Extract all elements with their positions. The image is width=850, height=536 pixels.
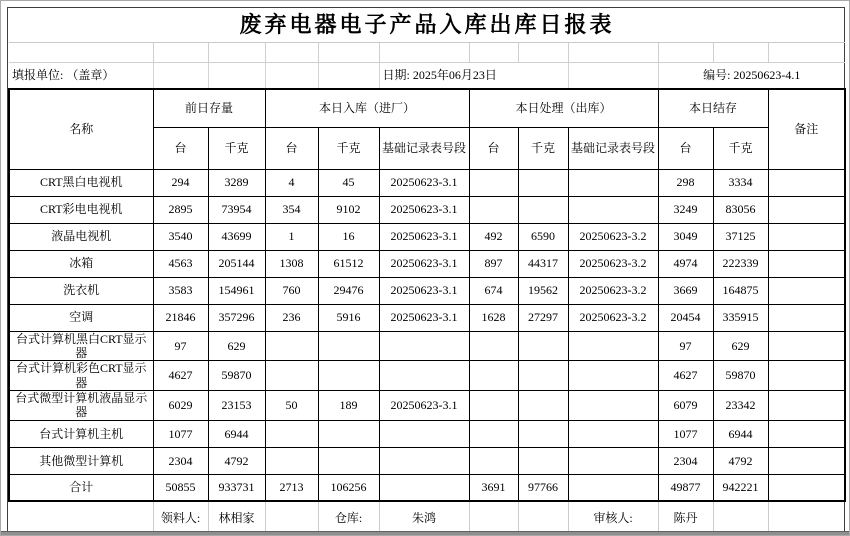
table-row xyxy=(9,223,845,250)
cell: 49877 xyxy=(658,474,713,501)
cell xyxy=(469,391,518,421)
signature-row xyxy=(9,501,845,533)
cell xyxy=(379,361,469,391)
cell: 189 xyxy=(318,391,379,421)
col-header-kilograms: 千克 xyxy=(518,127,568,169)
col-header-kilograms: 千克 xyxy=(713,127,768,169)
cell: 1077 xyxy=(658,420,713,447)
cell: 4627 xyxy=(658,361,713,391)
cell: 492 xyxy=(469,223,518,250)
report-table-body xyxy=(9,169,845,501)
spacer-cell xyxy=(658,42,713,62)
cell: 298 xyxy=(658,169,713,196)
cell: 674 xyxy=(469,277,518,304)
table-row xyxy=(9,250,845,277)
cell: 6029 xyxy=(153,391,208,421)
spacer-cell xyxy=(469,42,518,62)
cell: 106256 xyxy=(318,474,379,501)
cell xyxy=(568,474,658,501)
cell xyxy=(469,420,518,447)
cell xyxy=(518,447,568,474)
cell: 5916 xyxy=(318,304,379,331)
cell xyxy=(568,331,658,361)
cell: 19562 xyxy=(518,277,568,304)
spacer-cell xyxy=(9,501,153,533)
cell: 357296 xyxy=(208,304,265,331)
spacer-cell xyxy=(713,501,768,533)
cell: 20250623-3.1 xyxy=(379,250,469,277)
table-row xyxy=(9,420,845,447)
spacer-cell xyxy=(318,62,379,89)
total-row xyxy=(9,474,845,501)
cell: 43699 xyxy=(208,223,265,250)
cell: 20250623-3.2 xyxy=(568,304,658,331)
cell: 760 xyxy=(265,277,318,304)
cell xyxy=(768,331,845,361)
cell: 335915 xyxy=(713,304,768,331)
cell: 897 xyxy=(469,250,518,277)
cell: 942221 xyxy=(713,474,768,501)
cell: 354 xyxy=(265,196,318,223)
cell xyxy=(768,474,845,501)
cell: 6944 xyxy=(713,420,768,447)
cell xyxy=(768,420,845,447)
cell xyxy=(379,331,469,361)
auditor-name: 陈丹 xyxy=(658,501,713,533)
cell xyxy=(768,447,845,474)
cell xyxy=(318,331,379,361)
cell xyxy=(265,331,318,361)
cell: 3334 xyxy=(713,169,768,196)
cell: 629 xyxy=(713,331,768,361)
cell: 20250623-3.2 xyxy=(568,223,658,250)
cell: 2304 xyxy=(153,447,208,474)
cell xyxy=(318,361,379,391)
cell: 3289 xyxy=(208,169,265,196)
cell: 1 xyxy=(265,223,318,250)
cell xyxy=(469,331,518,361)
page-title: 废弃电器电子产品入库出库日报表 xyxy=(9,8,845,42)
spacer-cell xyxy=(469,501,518,533)
cell: 4563 xyxy=(153,250,208,277)
cell xyxy=(379,474,469,501)
sheet-frame xyxy=(7,7,845,534)
cell: 44317 xyxy=(518,250,568,277)
row-name: 台式计算机黑白CRT显示器 xyxy=(9,331,153,361)
cell: 20250623-3.1 xyxy=(379,223,469,250)
cell: 629 xyxy=(208,331,265,361)
cell: 20250623-3.1 xyxy=(379,169,469,196)
spacer-cell xyxy=(265,501,318,533)
col-header-units: 台 xyxy=(265,127,318,169)
cell: 21846 xyxy=(153,304,208,331)
date-label: 日期: 2025年06月23日 xyxy=(379,62,568,89)
cell: 29476 xyxy=(318,277,379,304)
row-name: 冰箱 xyxy=(9,250,153,277)
col-header-units: 台 xyxy=(469,127,518,169)
cell xyxy=(768,361,845,391)
spacer-cell xyxy=(768,42,845,62)
cell xyxy=(568,196,658,223)
cell: 205144 xyxy=(208,250,265,277)
cell xyxy=(318,420,379,447)
header-group-row xyxy=(9,89,845,127)
col-group-today-inbound: 本日入库（进厂） xyxy=(265,89,469,127)
spacer-cell xyxy=(265,42,318,62)
cell: 6944 xyxy=(208,420,265,447)
cell: 16 xyxy=(318,223,379,250)
row-name: 合计 xyxy=(9,474,153,501)
row-name: 洗衣机 xyxy=(9,277,153,304)
serial-number-label: 编号: 20250623-4.1 xyxy=(703,68,801,83)
cell xyxy=(518,361,568,391)
cell: 3249 xyxy=(658,196,713,223)
cell: 6079 xyxy=(658,391,713,421)
cell xyxy=(768,250,845,277)
spacer-cell xyxy=(208,62,265,89)
cell: 20250623-3.1 xyxy=(379,277,469,304)
col-group-today-processed: 本日处理（出库） xyxy=(469,89,658,127)
table-row xyxy=(9,391,845,421)
cell xyxy=(518,196,568,223)
title-row xyxy=(9,8,845,42)
cell: 97766 xyxy=(518,474,568,501)
info-row xyxy=(9,62,845,89)
cell xyxy=(768,277,845,304)
warehouse-name: 朱鸿 xyxy=(379,501,469,533)
cell: 73954 xyxy=(208,196,265,223)
spacer-cell xyxy=(379,42,469,62)
cell: 3049 xyxy=(658,223,713,250)
cell: 3691 xyxy=(469,474,518,501)
cell xyxy=(768,169,845,196)
cell: 236 xyxy=(265,304,318,331)
cell: 3583 xyxy=(153,277,208,304)
cell: 2304 xyxy=(658,447,713,474)
cell: 4 xyxy=(265,169,318,196)
cell: 4974 xyxy=(658,250,713,277)
table-row xyxy=(9,196,845,223)
cell xyxy=(518,420,568,447)
spacer-cell xyxy=(518,501,568,533)
cell xyxy=(469,196,518,223)
spacer-row xyxy=(9,42,845,62)
col-header-remark: 备注 xyxy=(768,89,845,169)
cell: 4792 xyxy=(208,447,265,474)
cell: 1077 xyxy=(153,420,208,447)
col-header-units: 台 xyxy=(658,127,713,169)
sheet-bottom-edge xyxy=(1,531,849,535)
row-name: 其他微型计算机 xyxy=(9,447,153,474)
cell: 20250623-3.1 xyxy=(379,391,469,421)
row-name: 台式计算机主机 xyxy=(9,420,153,447)
reporting-unit-label: 填报单位: （盖章） xyxy=(9,62,153,89)
cell xyxy=(469,447,518,474)
cell xyxy=(318,447,379,474)
cell xyxy=(568,169,658,196)
cell: 50855 xyxy=(153,474,208,501)
auditor-label: 审核人: xyxy=(568,501,658,533)
cell: 4792 xyxy=(713,447,768,474)
report-table xyxy=(8,8,846,533)
cell: 97 xyxy=(153,331,208,361)
cell: 97 xyxy=(658,331,713,361)
cell xyxy=(768,391,845,421)
col-group-previous-stock: 前日存量 xyxy=(153,89,265,127)
cell: 61512 xyxy=(318,250,379,277)
table-row xyxy=(9,304,845,331)
cell: 50 xyxy=(265,391,318,421)
cell: 6590 xyxy=(518,223,568,250)
cell: 20250623-3.1 xyxy=(379,196,469,223)
cell: 20250623-3.1 xyxy=(379,304,469,331)
warehouse-label: 仓库: xyxy=(318,501,379,533)
cell: 59870 xyxy=(208,361,265,391)
row-name: CRT彩电电视机 xyxy=(9,196,153,223)
cell: 83056 xyxy=(713,196,768,223)
col-group-today-balance: 本日结存 xyxy=(658,89,768,127)
table-row xyxy=(9,331,845,361)
cell: 45 xyxy=(318,169,379,196)
cell xyxy=(469,169,518,196)
col-header-name: 名称 xyxy=(9,89,153,169)
spacer-cell xyxy=(318,42,379,62)
spacer-cell xyxy=(265,62,318,89)
cell xyxy=(518,331,568,361)
cell: 20250623-3.2 xyxy=(568,277,658,304)
cell xyxy=(568,361,658,391)
row-name: 台式计算机彩色CRT显示器 xyxy=(9,361,153,391)
table-row xyxy=(9,277,845,304)
spacer-cell xyxy=(208,42,265,62)
row-name: 台式微型计算机液晶显示器 xyxy=(9,391,153,421)
col-header-kilograms: 千克 xyxy=(318,127,379,169)
cell: 154961 xyxy=(208,277,265,304)
spacer-cell xyxy=(768,501,845,533)
cell: 294 xyxy=(153,169,208,196)
spacer-cell xyxy=(568,42,658,62)
cell: 20454 xyxy=(658,304,713,331)
cell xyxy=(568,420,658,447)
cell xyxy=(265,447,318,474)
spacer-cell xyxy=(518,42,568,62)
spacer-cell xyxy=(153,62,208,89)
cell: 222339 xyxy=(713,250,768,277)
cell xyxy=(379,420,469,447)
spacer-cell xyxy=(713,42,768,62)
cell xyxy=(265,361,318,391)
picker-name: 林相家 xyxy=(208,501,265,533)
cell: 59870 xyxy=(713,361,768,391)
cell: 23342 xyxy=(713,391,768,421)
cell: 933731 xyxy=(208,474,265,501)
col-header-kilograms: 千克 xyxy=(208,127,265,169)
row-name: 液晶电视机 xyxy=(9,223,153,250)
cell: 3540 xyxy=(153,223,208,250)
table-row xyxy=(9,169,845,196)
table-row xyxy=(9,447,845,474)
cell xyxy=(768,304,845,331)
cell xyxy=(518,169,568,196)
cell: 2713 xyxy=(265,474,318,501)
cell: 3669 xyxy=(658,277,713,304)
row-name: CRT黑白电视机 xyxy=(9,169,153,196)
cell xyxy=(379,447,469,474)
col-header-record-range: 基础记录表号段 xyxy=(568,127,658,169)
spacer-cell xyxy=(153,42,208,62)
cell xyxy=(469,361,518,391)
cell: 164875 xyxy=(713,277,768,304)
cell: 2895 xyxy=(153,196,208,223)
table-row xyxy=(9,361,845,391)
cell: 27297 xyxy=(518,304,568,331)
cell: 1628 xyxy=(469,304,518,331)
cell xyxy=(568,447,658,474)
cell: 9102 xyxy=(318,196,379,223)
cell xyxy=(568,391,658,421)
cell xyxy=(768,223,845,250)
cell: 23153 xyxy=(208,391,265,421)
col-header-units: 台 xyxy=(153,127,208,169)
cell xyxy=(768,196,845,223)
cell: 1308 xyxy=(265,250,318,277)
picker-label: 领料人: xyxy=(153,501,208,533)
cell: 20250623-3.2 xyxy=(568,250,658,277)
spacer-cell xyxy=(9,42,153,62)
cell: 4627 xyxy=(153,361,208,391)
col-header-record-range: 基础记录表号段 xyxy=(379,127,469,169)
cell xyxy=(265,420,318,447)
cell: 37125 xyxy=(713,223,768,250)
spacer-cell xyxy=(568,62,658,89)
row-name: 空调 xyxy=(9,304,153,331)
cell xyxy=(518,391,568,421)
